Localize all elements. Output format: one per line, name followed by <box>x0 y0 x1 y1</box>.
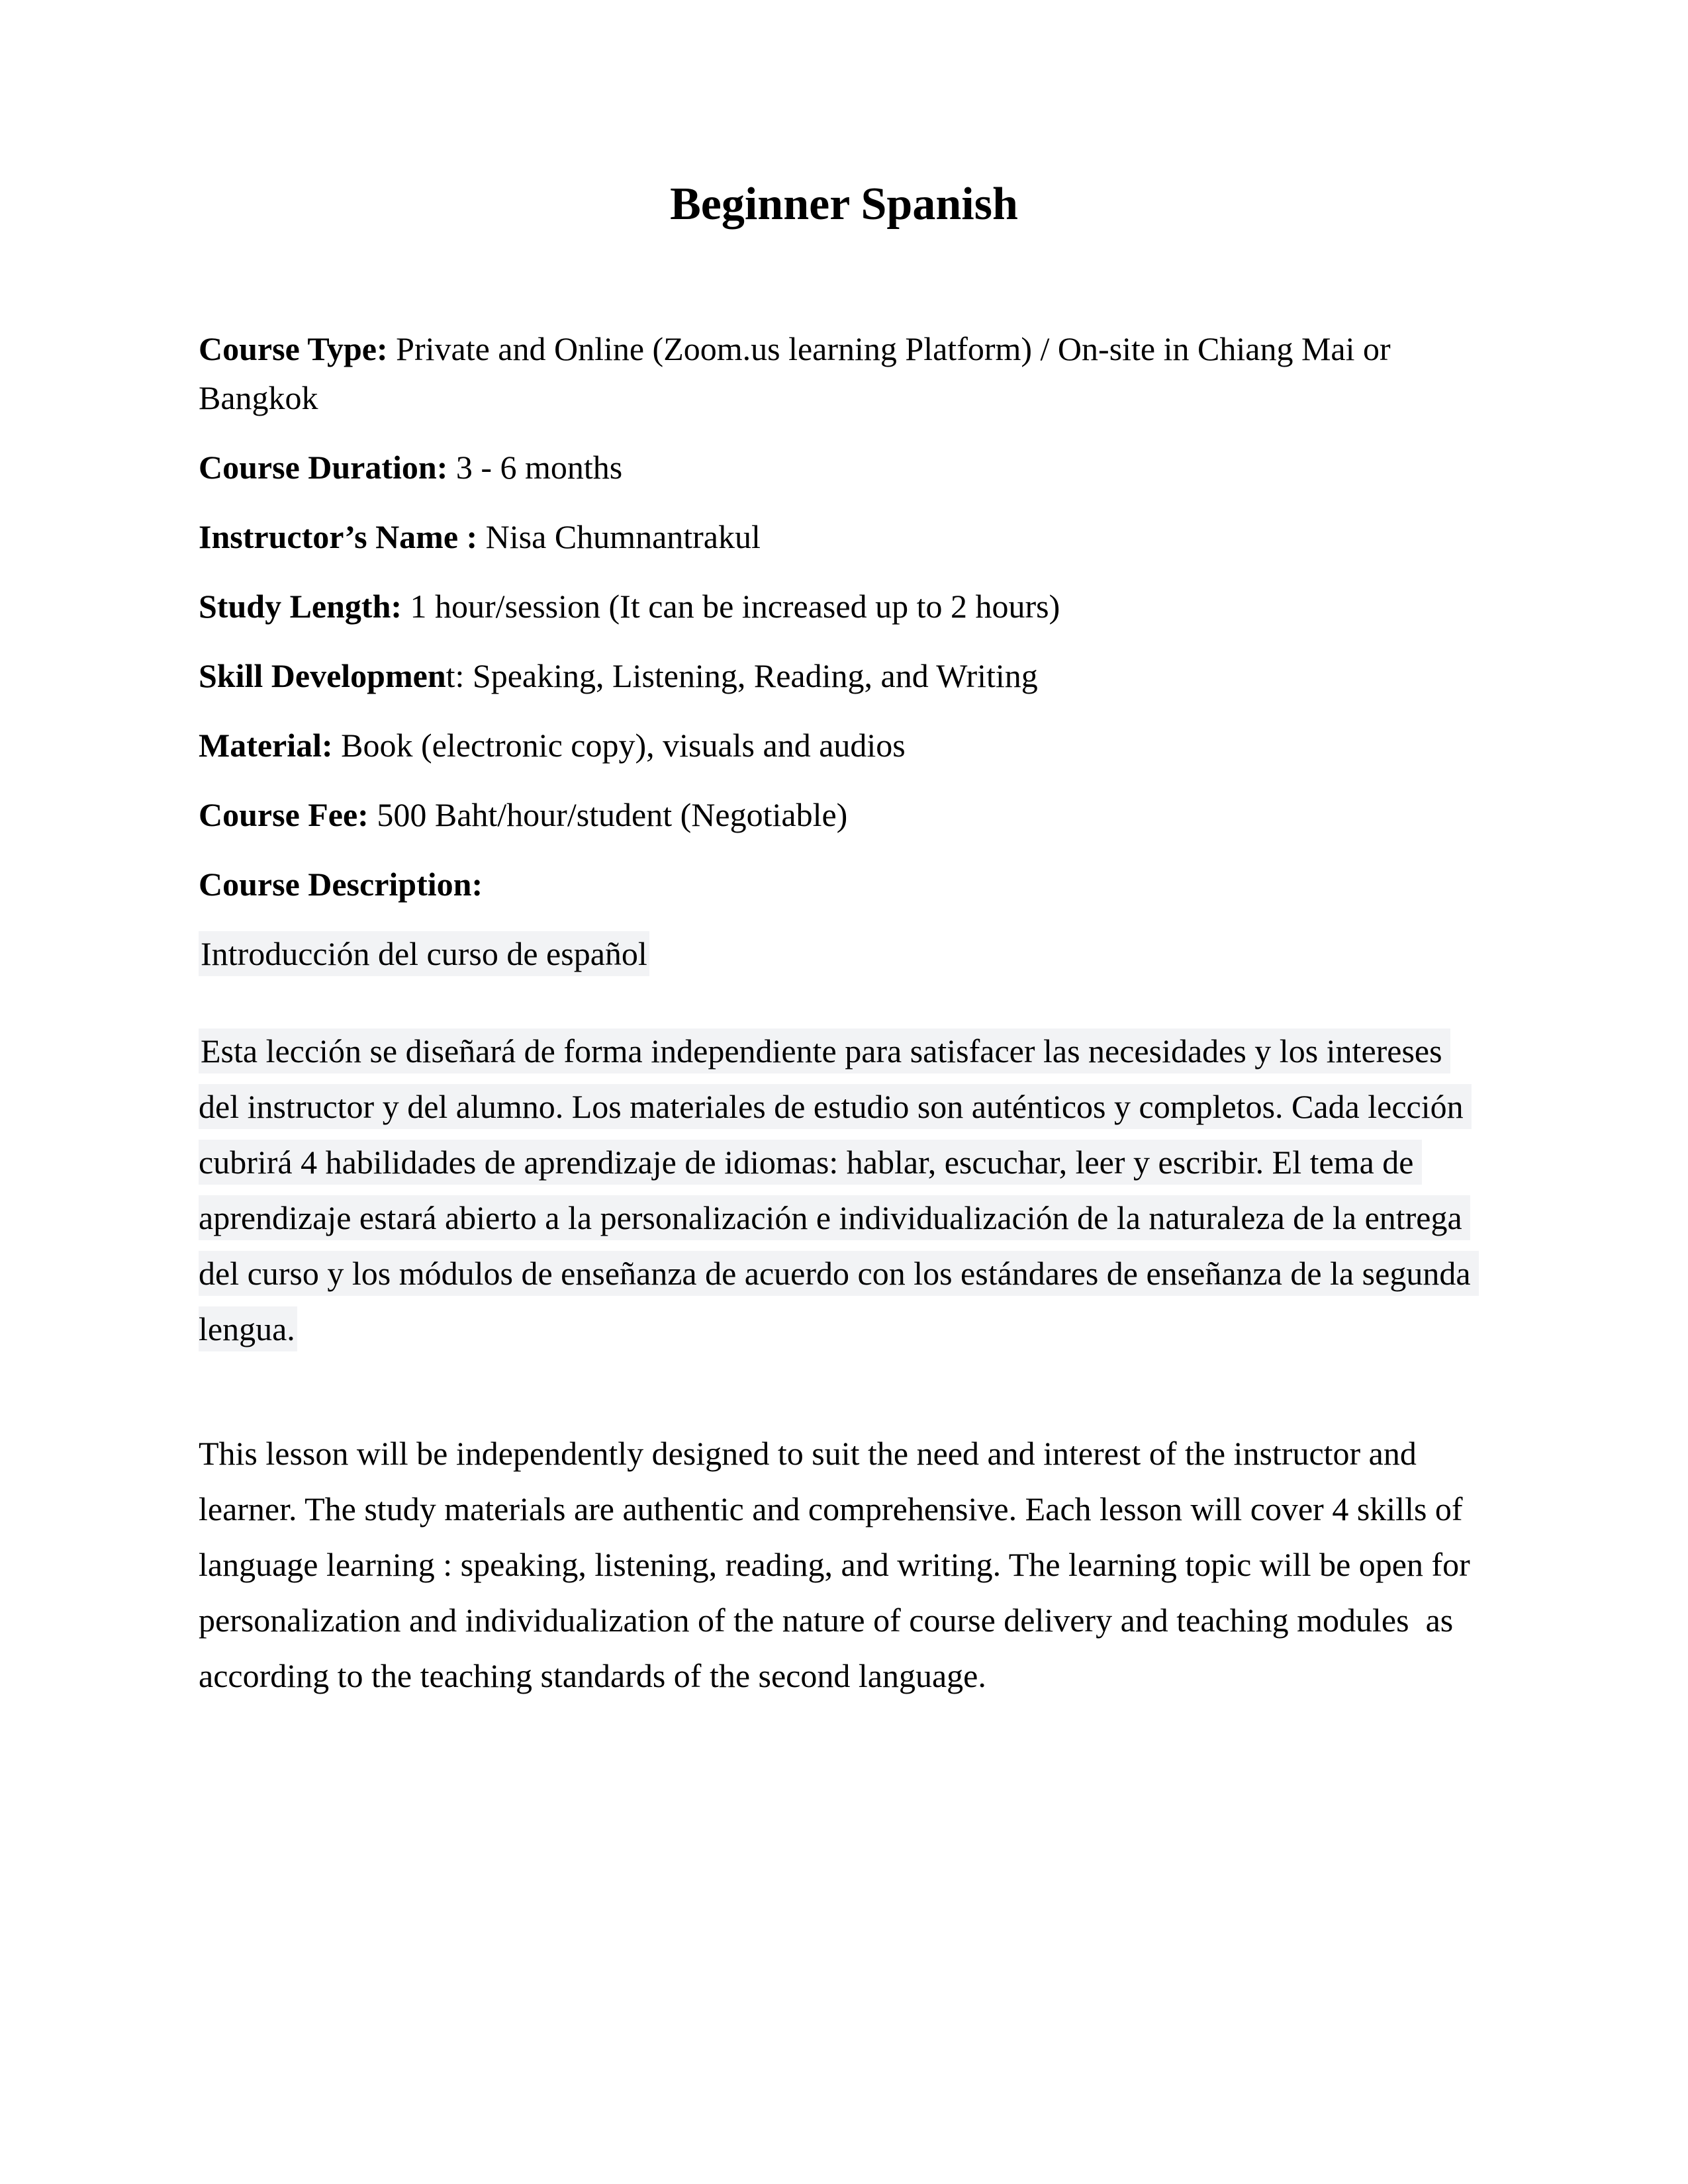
instructor-name-line <box>199 512 1489 561</box>
study-length-value: 1 hour/session (It can be increased up to 2 hours) <box>410 588 1060 625</box>
course-description-label: Course Description: <box>199 866 483 903</box>
description-intro-line <box>199 929 1489 978</box>
document-title: Beginner Spanish <box>670 179 1018 230</box>
course-type-value: Private and Online (Zoom.us learning Platform) / On-site in Chiang Mai or Bangkok <box>199 330 1391 416</box>
material-line <box>199 721 1489 770</box>
highlighted-spanish-text: Esta lección se diseñará de forma independiente para satisfacer las necesidades y los intereses del instructor y del alumno. Los materiales de estudio son auténticos y completos. Cada lección cubrirá 4 habilidades de aprendizaje de idiomas: hablar, escuchar, leer y escribir. El tema de aprendizaje estará abierto a la personalización e individualización de la naturaleza de la entrega del curso y los módulos de enseñanza de acuerdo con los estándares de enseñanza de la segunda lengua. <box>199 1028 1479 1351</box>
skill-development-value: t: Speaking, Listening, Reading, and Writing <box>445 657 1038 694</box>
instructor-name-label: Instructor’s Name : <box>199 518 486 555</box>
material-label: Material: <box>199 727 342 764</box>
course-duration-line <box>199 443 1489 492</box>
instructor-name-value: Nisa Chumnantrakul <box>485 518 761 555</box>
course-duration-value: 3 - 6 months <box>455 449 623 486</box>
course-description-heading <box>199 860 1489 909</box>
course-fee-line <box>199 790 1489 839</box>
material-value: Book (electronic copy), visuals and audios <box>341 727 906 764</box>
course-fee-value: 500 Baht/hour/student (Negotiable) <box>377 796 848 833</box>
course-fee-label: Course Fee: <box>199 796 377 833</box>
course-duration-label: Course Duration: <box>199 449 456 486</box>
skill-development-line <box>199 651 1489 700</box>
course-description-section <box>199 929 1489 1704</box>
english-paragraph: This lesson will be independently designed to suit the need and interest of the instructor and learner. The study materials are authentic and comprehensive. Each lesson will cover 4 skills of language learning : speaking, listening, reading, and writing. The learning topic will be open for personalization and individualization of the nature of course delivery and teaching modules as according to the teaching standards of the second language. <box>199 1435 1479 1694</box>
study-length-label: Study Length: <box>199 588 410 625</box>
course-info-section <box>199 324 1489 909</box>
highlighted-intro-text: Introducción del curso de español <box>199 931 649 976</box>
course-type-label: Course Type: <box>199 330 397 367</box>
study-length-line <box>199 582 1489 631</box>
spanish-paragraph <box>199 1023 1489 1357</box>
skill-development-label: Skill Developmen <box>199 657 446 694</box>
course-type-line <box>199 324 1489 422</box>
